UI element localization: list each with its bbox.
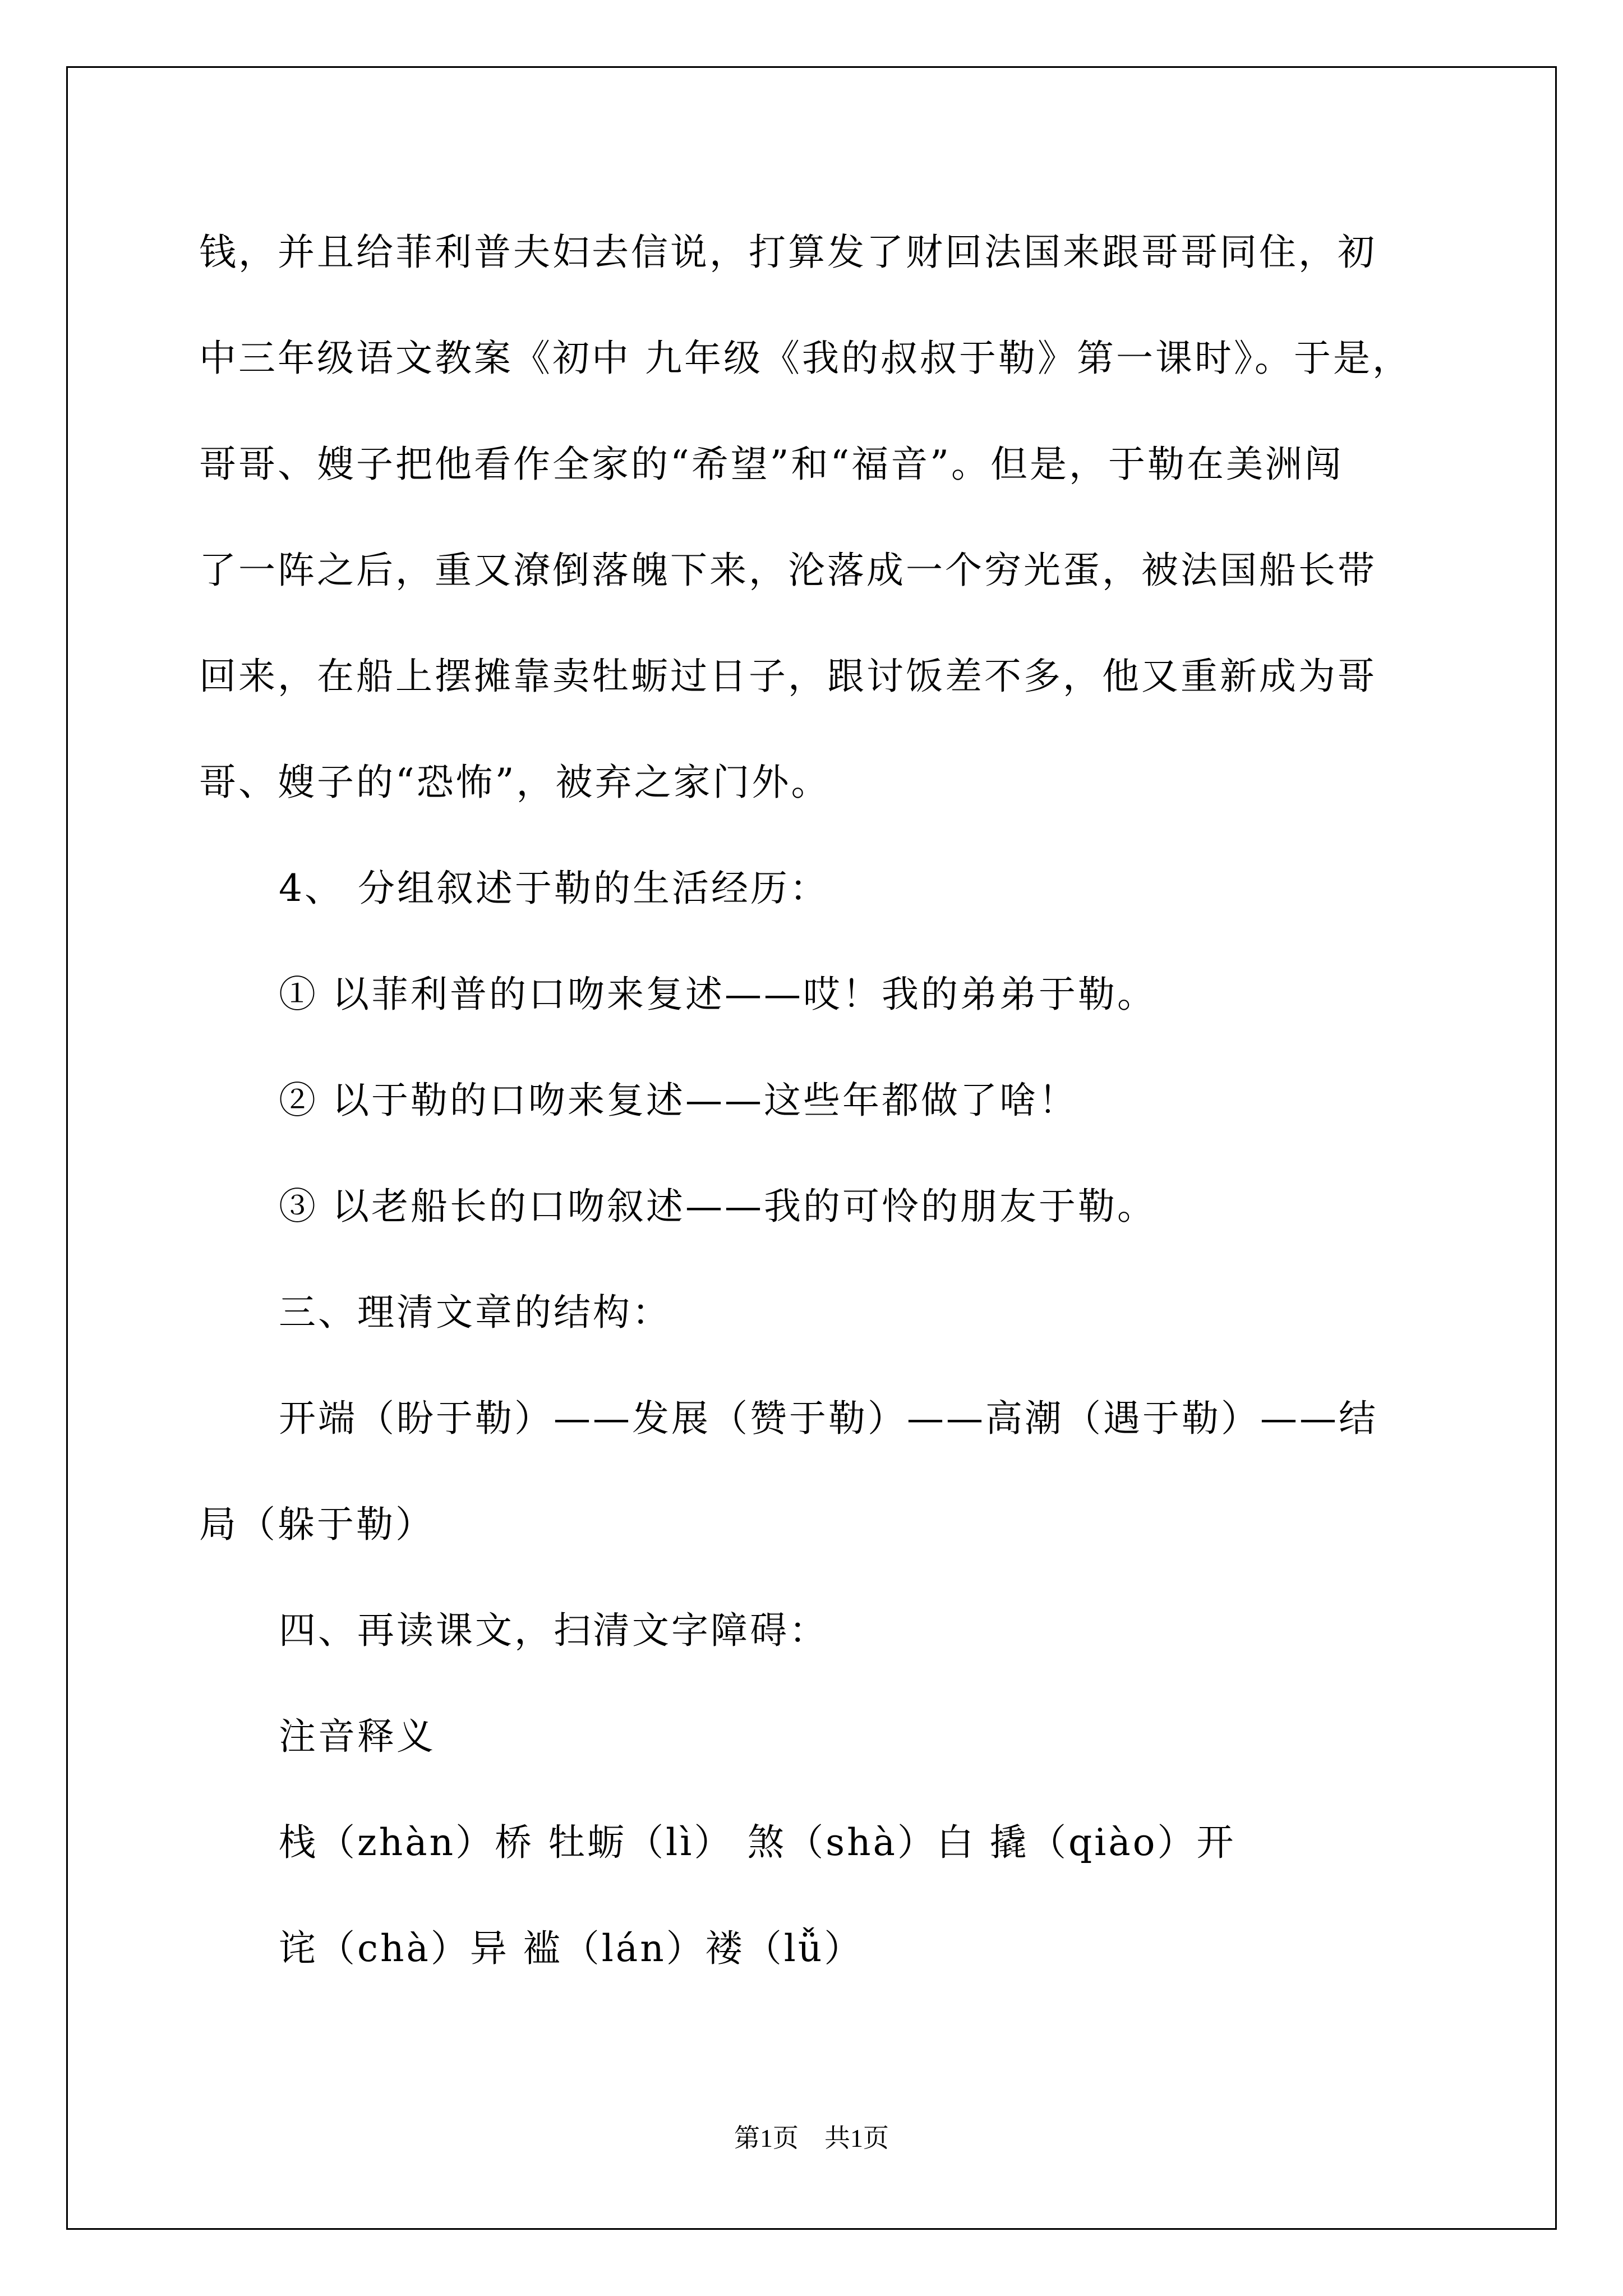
paragraph-line-6: 哥、嫂子的“恐怖”，被弃之家门外。 [199,761,831,804]
step-heading: 4、 分组叙述于勒的生活经历： [279,867,829,910]
paragraph-line-1: 钱，并且给菲利普夫妇去信说，打算发了财回法国来跟哥哥同住，初 [199,231,1377,274]
paragraph-line-3: 哥哥、嫂子把他看作全家的“希望”和“福音”。但是，于勒在美洲闯 [199,443,1344,486]
list-item-3: ③ 以老船长的口吻叙述——我的可怜的朋友于勒。 [279,1185,1156,1228]
section-heading-reading: 四、再读课文，扫清文字障碍： [279,1609,828,1652]
structure-line-1: 开端（盼于勒）——发展（赞于勒）——高潮（遇于勒）——结 [279,1397,1378,1440]
section-heading-structure: 三、理清文章的结构： [279,1291,671,1334]
list-item-2: ② 以于勒的口吻来复述——这些年都做了啥！ [279,1079,1078,1122]
paragraph-line-2: 中三年级语文教案《初中 九年级《我的叔叔于勒》第一课时》。于是， [199,337,1412,380]
pinyin-line-2: 诧（chà）异 褴（lán）褛（lǚ） [279,1927,864,1970]
paragraph-line-4: 了一阵之后，重又潦倒落魄下来，沦落成一个穷光蛋，被法国船长带 [199,549,1377,592]
page-border [66,66,1557,2230]
subheading-pinyin: 注音释义 [279,1715,436,1758]
list-item-1: ① 以菲利普的口吻来复述——哎！我的弟弟于勒。 [279,973,1156,1016]
pinyin-line-1: 栈（zhàn）桥 牡蛎（lì） 煞（shà）白 撬（qiào）开 [279,1821,1236,1864]
paragraph-line-5: 回来，在船上摆摊靠卖牡蛎过日子，跟讨饭差不多，他又重新成为哥 [199,655,1377,698]
page-footer: 第1页 共1页 [734,2124,889,2152]
structure-line-2: 局（躲于勒） [199,1503,435,1546]
